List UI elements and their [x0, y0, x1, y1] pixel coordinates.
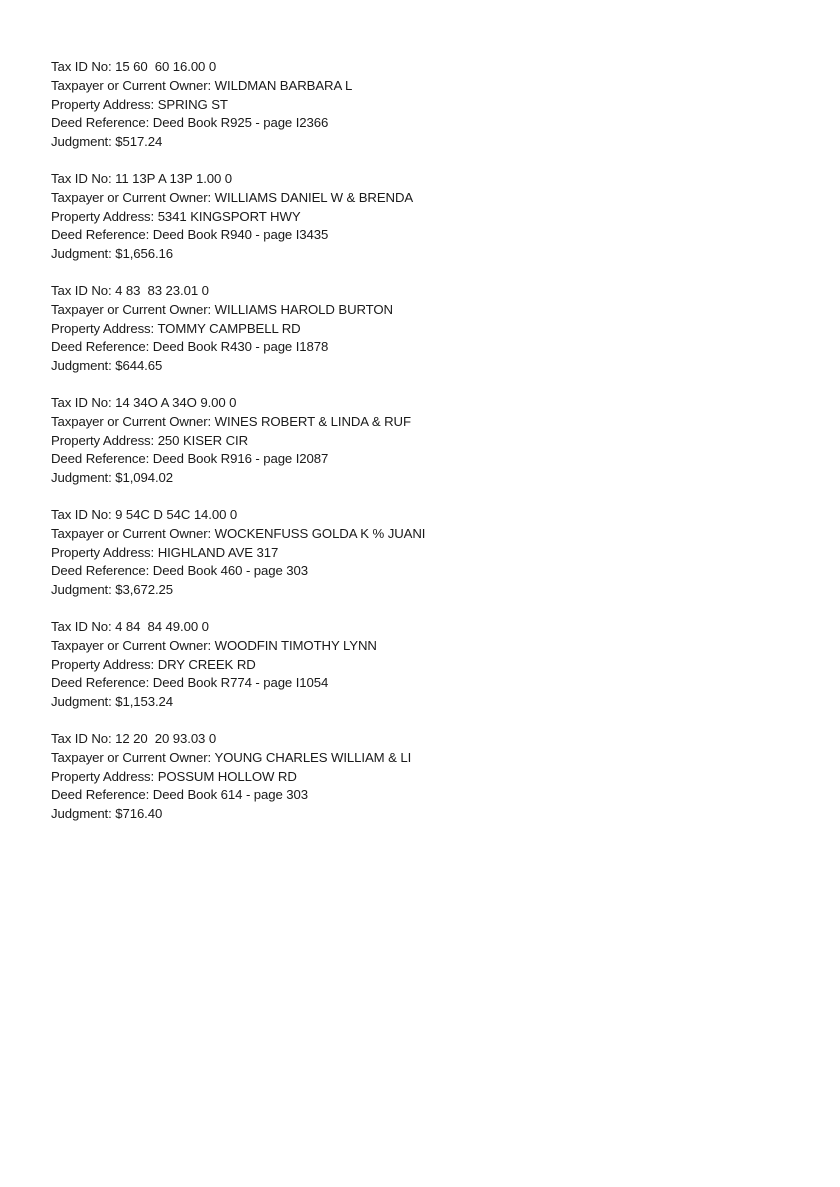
- deed-label: Deed Reference:: [51, 115, 153, 131]
- deed-line: [51, 114, 751, 133]
- judgment-label: Judgment:: [51, 694, 116, 710]
- judgment-value: $716.40: [115, 806, 163, 822]
- judgment-line: [51, 805, 751, 824]
- deed-value: Deed Book R940 - page I3435: [152, 227, 329, 243]
- owner-line: [51, 749, 751, 768]
- deed-value: Deed Book R774 - page I1054: [152, 675, 329, 691]
- deed-line: [51, 786, 751, 805]
- owner-label: Taxpayer or Current Owner:: [51, 301, 215, 317]
- address-value: 250 KISER CIR: [157, 432, 249, 448]
- deed-label: Deed Reference:: [51, 787, 153, 803]
- address-label: Property Address:: [51, 96, 158, 112]
- tax-record: [51, 170, 751, 264]
- owner-line: [51, 637, 751, 656]
- judgment-line: [51, 469, 751, 488]
- deed-line: [51, 450, 751, 469]
- address-line: [51, 768, 751, 787]
- deed-line: [51, 562, 751, 581]
- tax-id-line: [51, 618, 751, 637]
- judgment-label: Judgment:: [51, 134, 116, 150]
- tax-id-value: 12 20 20 93.03 0: [115, 730, 217, 746]
- judgment-line: [51, 581, 751, 600]
- address-label: Property Address:: [51, 432, 158, 448]
- address-line: [51, 320, 751, 339]
- address-value: HIGHLAND AVE 317: [157, 544, 279, 560]
- tax-id-label: Tax ID No:: [51, 59, 116, 74]
- tax-record: [51, 282, 751, 376]
- judgment-value: $1,656.16: [115, 246, 174, 262]
- address-line: [51, 544, 751, 563]
- owner-value: WOODFIN TIMOTHY LYNN: [214, 637, 377, 653]
- owner-value: WILLIAMS HAROLD BURTON: [214, 301, 393, 317]
- owner-value: WOCKENFUSS GOLDA K % JUANI: [214, 525, 426, 541]
- owner-label: Taxpayer or Current Owner:: [51, 413, 215, 429]
- tax-id-label: Tax ID No:: [51, 394, 116, 410]
- tax-id-value: 4 84 84 49.00 0: [115, 618, 209, 634]
- judgment-label: Judgment:: [51, 246, 116, 262]
- tax-record: [51, 730, 751, 824]
- tax-id-value: 15 60 60 16.00 0: [115, 59, 217, 74]
- deed-value: Deed Book R430 - page I1878: [152, 339, 329, 355]
- judgment-label: Judgment:: [51, 582, 116, 598]
- judgment-value: $517.24: [115, 134, 163, 150]
- judgment-value: $1,094.02: [115, 470, 174, 486]
- tax-record: [51, 58, 751, 152]
- deed-line: [51, 338, 751, 357]
- owner-label: Taxpayer or Current Owner:: [51, 77, 215, 93]
- deed-label: Deed Reference:: [51, 339, 153, 355]
- owner-label: Taxpayer or Current Owner:: [51, 189, 215, 205]
- owner-line: [51, 77, 751, 96]
- address-line: [51, 656, 751, 675]
- owner-line: [51, 525, 751, 544]
- address-line: [51, 432, 751, 451]
- address-label: Property Address:: [51, 656, 158, 672]
- address-value: POSSUM HOLLOW RD: [157, 768, 297, 784]
- owner-value: YOUNG CHARLES WILLIAM & LI: [214, 749, 412, 765]
- tax-id-line: [51, 506, 751, 525]
- deed-line: [51, 226, 751, 245]
- judgment-line: [51, 693, 751, 712]
- owner-label: Taxpayer or Current Owner:: [51, 637, 215, 653]
- owner-value: WILLIAMS DANIEL W & BRENDA: [214, 189, 414, 205]
- deed-label: Deed Reference:: [51, 563, 153, 579]
- deed-value: Deed Book R916 - page I2087: [152, 451, 329, 467]
- tax-id-value: 4 83 83 23.01 0: [115, 282, 209, 298]
- deed-label: Deed Reference:: [51, 451, 153, 467]
- deed-label: Deed Reference:: [51, 675, 153, 691]
- address-label: Property Address:: [51, 544, 158, 560]
- tax-id-line: [51, 282, 751, 301]
- tax-id-label: Tax ID No:: [51, 730, 116, 746]
- tax-id-line: [51, 394, 751, 413]
- tax-judgment-list: [51, 58, 751, 842]
- address-value: TOMMY CAMPBELL RD: [157, 320, 301, 336]
- tax-record: [51, 394, 751, 488]
- address-value: 5341 KINGSPORT HWY: [157, 208, 301, 224]
- tax-id-value: 11 13P A 13P 1.00 0: [115, 170, 233, 186]
- address-value: SPRING ST: [157, 96, 228, 112]
- deed-value: Deed Book 614 - page 303: [152, 787, 309, 803]
- address-line: [51, 96, 751, 115]
- owner-label: Taxpayer or Current Owner:: [51, 749, 215, 765]
- judgment-value: $1,153.24: [115, 694, 174, 710]
- tax-id-line: [51, 730, 751, 749]
- judgment-line: [51, 245, 751, 264]
- judgment-value: $3,672.25: [115, 582, 174, 598]
- deed-label: Deed Reference:: [51, 227, 153, 243]
- deed-value: Deed Book 460 - page 303: [152, 563, 309, 579]
- owner-line: [51, 189, 751, 208]
- tax-id-label: Tax ID No:: [51, 506, 116, 522]
- tax-id-value: 14 34O A 34O 9.00 0: [115, 394, 237, 410]
- tax-record: [51, 618, 751, 712]
- owner-line: [51, 301, 751, 320]
- owner-line: [51, 413, 751, 432]
- judgment-line: [51, 357, 751, 376]
- judgment-label: Judgment:: [51, 470, 116, 486]
- tax-id-label: Tax ID No:: [51, 282, 116, 298]
- tax-record: [51, 506, 751, 600]
- judgment-line: [51, 133, 751, 152]
- judgment-label: Judgment:: [51, 358, 116, 374]
- owner-label: Taxpayer or Current Owner:: [51, 525, 215, 541]
- tax-id-line: [51, 58, 751, 77]
- deed-line: [51, 674, 751, 693]
- judgment-label: Judgment:: [51, 806, 116, 822]
- owner-value: WILDMAN BARBARA L: [214, 77, 353, 93]
- judgment-value: $644.65: [115, 358, 163, 374]
- deed-value: Deed Book R925 - page I2366: [152, 115, 329, 131]
- tax-id-line: [51, 170, 751, 189]
- tax-id-label: Tax ID No:: [51, 618, 116, 634]
- address-label: Property Address:: [51, 208, 158, 224]
- tax-id-value: 9 54C D 54C 14.00 0: [115, 506, 238, 522]
- address-line: [51, 208, 751, 227]
- address-label: Property Address:: [51, 320, 158, 336]
- tax-id-label: Tax ID No:: [51, 170, 116, 186]
- address-value: DRY CREEK RD: [157, 656, 256, 672]
- owner-value: WINES ROBERT & LINDA & RUF: [214, 413, 411, 429]
- address-label: Property Address:: [51, 768, 158, 784]
